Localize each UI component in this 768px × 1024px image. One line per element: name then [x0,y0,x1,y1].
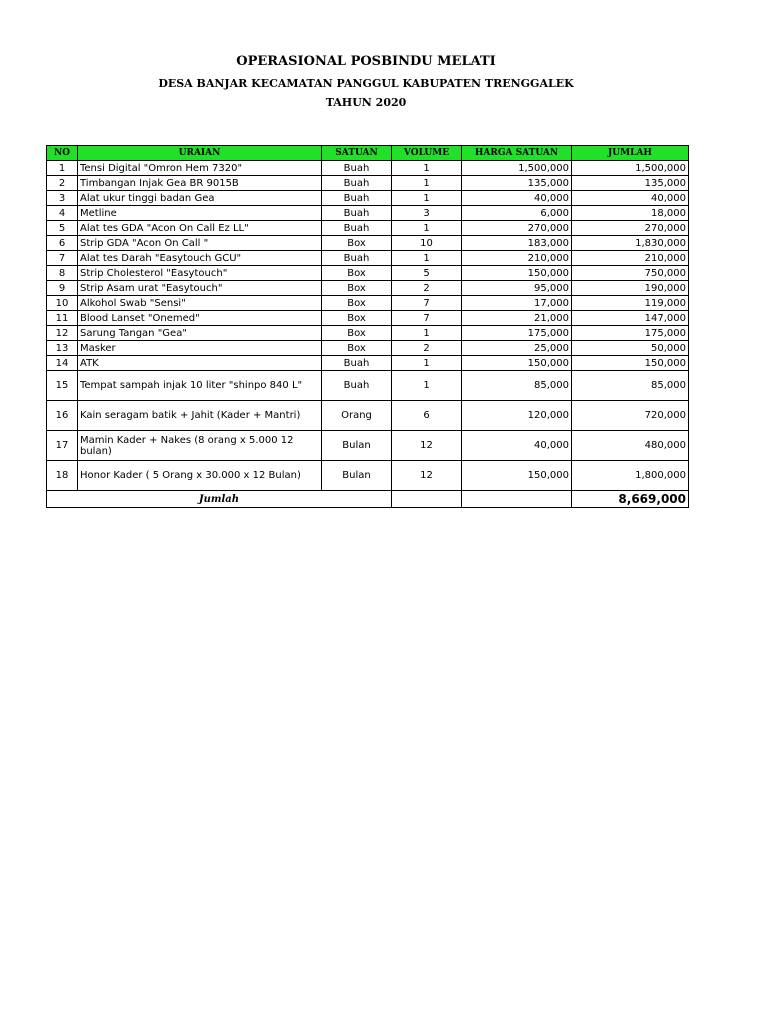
cell-satuan: Box [322,311,392,326]
cell-uraian: Masker [78,341,322,356]
cell-satuan: Bulan [322,431,392,461]
total-empty-harga [462,491,572,508]
cell-satuan: Box [322,236,392,251]
cell-uraian: Tensi Digital "Omron Hem 7320" [78,161,322,176]
cell-no: 13 [47,341,78,356]
cell-satuan: Box [322,326,392,341]
cell-volume: 7 [392,296,462,311]
cell-jumlah: 40,000 [572,191,689,206]
table-row [47,371,689,401]
table-row [47,221,689,236]
header-no: NO [47,146,78,161]
cell-uraian: Strip Asam urat "Easytouch" [78,281,322,296]
cell-no: 9 [47,281,78,296]
budget-table [46,145,689,508]
cell-volume: 1 [392,176,462,191]
cell-volume: 1 [392,356,462,371]
cell-volume: 12 [392,431,462,461]
header-jumlah: JUMLAH [572,146,689,161]
cell-volume: 1 [392,251,462,266]
cell-satuan: Box [322,281,392,296]
cell-uraian: Mamin Kader + Nakes (8 orang x 5.000 12 bulan) [78,431,322,461]
cell-harga-satuan: 270,000 [462,221,572,236]
cell-harga-satuan: 150,000 [462,356,572,371]
table-body [47,161,689,491]
cell-jumlah: 270,000 [572,221,689,236]
cell-no: 14 [47,356,78,371]
cell-volume: 1 [392,191,462,206]
cell-satuan: Bulan [322,461,392,491]
table-header-row [47,146,689,161]
cell-no: 10 [47,296,78,311]
cell-jumlah: 210,000 [572,251,689,266]
cell-no: 6 [47,236,78,251]
cell-no: 7 [47,251,78,266]
cell-satuan: Box [322,341,392,356]
cell-uraian: Alat ukur tinggi badan Gea [78,191,322,206]
cell-jumlah: 1,800,000 [572,461,689,491]
cell-satuan: Buah [322,206,392,221]
header-uraian: URAIAN [78,146,322,161]
table-row [47,281,689,296]
table-row [47,401,689,431]
cell-volume: 12 [392,461,462,491]
table-row [47,311,689,326]
table-row [47,356,689,371]
table-row [47,341,689,356]
cell-satuan: Buah [322,161,392,176]
cell-jumlah: 85,000 [572,371,689,401]
cell-no: 5 [47,221,78,236]
cell-jumlah: 135,000 [572,176,689,191]
document-year: TAHUN 2020 [325,96,407,109]
cell-no: 4 [47,206,78,221]
cell-jumlah: 190,000 [572,281,689,296]
total-value: 8,669,000 [572,491,689,508]
cell-volume: 2 [392,281,462,296]
cell-volume: 1 [392,221,462,236]
cell-harga-satuan: 150,000 [462,461,572,491]
cell-jumlah: 1,830,000 [572,236,689,251]
cell-satuan: Buah [322,371,392,401]
header-satuan: SATUAN [322,146,392,161]
cell-no: 17 [47,431,78,461]
cell-no: 12 [47,326,78,341]
table-row [47,236,689,251]
cell-jumlah: 147,000 [572,311,689,326]
cell-harga-satuan: 21,000 [462,311,572,326]
cell-uraian: Alat tes Darah "Easytouch GCU" [78,251,322,266]
cell-no: 16 [47,401,78,431]
document-subtitle: DESA BANJAR KECAMATAN PANGGUL KABUPATEN TRENGGALEK [158,77,574,90]
cell-no: 1 [47,161,78,176]
table-row [47,326,689,341]
cell-volume: 5 [392,266,462,281]
cell-volume: 7 [392,311,462,326]
cell-uraian: Alkohol Swab "Sensi" [78,296,322,311]
cell-volume: 1 [392,371,462,401]
cell-no: 2 [47,176,78,191]
cell-harga-satuan: 210,000 [462,251,572,266]
cell-jumlah: 119,000 [572,296,689,311]
cell-jumlah: 1,500,000 [572,161,689,176]
cell-volume: 10 [392,236,462,251]
cell-volume: 2 [392,341,462,356]
header-volume: VOLUME [392,146,462,161]
cell-uraian: Honor Kader ( 5 Orang x 30.000 x 12 Bulan) [78,461,322,491]
table-row [47,206,689,221]
cell-harga-satuan: 135,000 [462,176,572,191]
cell-satuan: Buah [322,191,392,206]
cell-volume: 6 [392,401,462,431]
cell-jumlah: 18,000 [572,206,689,221]
cell-harga-satuan: 183,000 [462,236,572,251]
total-label: Jumlah [47,491,392,508]
cell-jumlah: 720,000 [572,401,689,431]
cell-satuan: Buah [322,176,392,191]
table-row [47,191,689,206]
table-row [47,176,689,191]
cell-harga-satuan: 25,000 [462,341,572,356]
cell-jumlah: 480,000 [572,431,689,461]
cell-harga-satuan: 1,500,000 [462,161,572,176]
cell-harga-satuan: 6,000 [462,206,572,221]
cell-harga-satuan: 120,000 [462,401,572,431]
cell-uraian: Sarung Tangan "Gea" [78,326,322,341]
cell-harga-satuan: 17,000 [462,296,572,311]
cell-harga-satuan: 40,000 [462,431,572,461]
cell-uraian: Tempat sampah injak 10 liter "shinpo 840 L" [78,371,322,401]
cell-jumlah: 150,000 [572,356,689,371]
cell-jumlah: 50,000 [572,341,689,356]
cell-uraian: ATK [78,356,322,371]
cell-uraian: Timbangan Injak Gea BR 9015B [78,176,322,191]
cell-satuan: Buah [322,251,392,266]
cell-harga-satuan: 85,000 [462,371,572,401]
cell-harga-satuan: 40,000 [462,191,572,206]
cell-satuan: Box [322,266,392,281]
cell-harga-satuan: 175,000 [462,326,572,341]
cell-uraian: Alat tes GDA "Acon On Call Ez LL" [78,221,322,236]
cell-satuan: Buah [322,221,392,236]
cell-satuan: Box [322,296,392,311]
cell-uraian: Strip GDA "Acon On Call " [78,236,322,251]
cell-harga-satuan: 150,000 [462,266,572,281]
cell-jumlah: 750,000 [572,266,689,281]
cell-satuan: Orang [322,401,392,431]
table-row [47,161,689,176]
cell-no: 18 [47,461,78,491]
total-empty-volume [392,491,462,508]
cell-volume: 1 [392,161,462,176]
cell-uraian: Metline [78,206,322,221]
cell-satuan: Buah [322,356,392,371]
total-row [47,491,689,508]
table-row [47,461,689,491]
cell-volume: 1 [392,326,462,341]
table-row [47,296,689,311]
header-harga-satuan: HARGA SATUAN [462,146,572,161]
cell-uraian: Blood Lanset "Onemed" [78,311,322,326]
table-row [47,431,689,461]
document-title: OPERASIONAL POSBINDU MELATI [236,54,496,69]
table-row [47,266,689,281]
cell-volume: 3 [392,206,462,221]
cell-no: 15 [47,371,78,401]
cell-harga-satuan: 95,000 [462,281,572,296]
table-row [47,251,689,266]
cell-no: 8 [47,266,78,281]
cell-no: 11 [47,311,78,326]
cell-jumlah: 175,000 [572,326,689,341]
cell-no: 3 [47,191,78,206]
cell-uraian: Kain seragam batik + Jahit (Kader + Mantri) [78,401,322,431]
cell-uraian: Strip Cholesterol "Easytouch" [78,266,322,281]
